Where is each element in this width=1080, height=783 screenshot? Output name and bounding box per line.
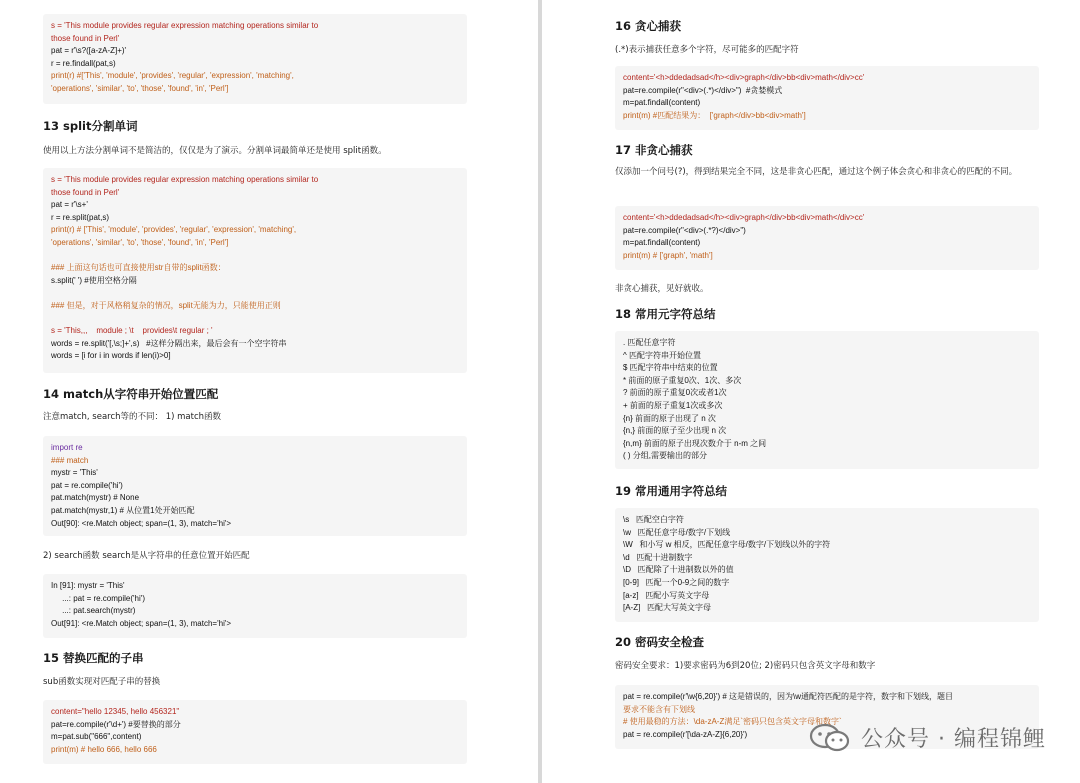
code-line: pat = re.compile('hi'): [51, 480, 123, 490]
wechat-icon: [809, 723, 851, 753]
code-block-split: [43, 168, 467, 373]
heading-19: 19 常用通用字符总结: [615, 484, 728, 498]
code-line: Out[90]: <re.Match object; span=(1, 3), match='hi'>: [51, 518, 232, 528]
code-line: 'operations', 'similar', 'to', 'those', 'found', 'in', 'Perl']: [51, 237, 229, 247]
code-line: those found in Perl': [51, 33, 120, 43]
code-line: ( ) 分组,需要输出的部分: [623, 451, 707, 461]
code-line: In [91]: mystr = 'This': [51, 581, 125, 590]
code-block-metachars: [615, 331, 1039, 469]
heading-17: 17 非贪心捕获: [615, 143, 693, 157]
code-line: pat = re.compile(r'\w{6,20}') # 这是错误的，因为\w通配符匹配的是字符，数字和下划线，题目: [623, 692, 953, 701]
code-block-sub: [43, 700, 467, 764]
code-line: pat = r'\s+': [51, 200, 88, 210]
code-line: \w 匹配任意字母/数字/下划线: [623, 527, 731, 537]
code-line: print(m) #匹配结果为： ['graph</div>bb<div>math']: [623, 110, 806, 120]
code-line: 要求不能含有下划线: [623, 704, 695, 714]
code-line: \W 和小写 w 相反，匹配任意字母/数字/下划线以外的字符: [623, 540, 831, 550]
code-line: $ 匹配字符串中结束的位置: [623, 363, 718, 373]
code-line: . 匹配任意字符: [623, 338, 676, 347]
code-block-search: [43, 574, 467, 638]
watermark-text: 公众号 · 编程锦鲤: [861, 727, 1046, 752]
code-line: s = 'This module provides regular expression matching operations similar to: [51, 175, 319, 184]
code-line: print(m) # ['graph', 'math']: [623, 250, 713, 260]
code-block-findall: [43, 14, 467, 104]
paragraph-16: (.*)表示捕获任意多个字符，尽可能多的匹配字符: [615, 45, 799, 55]
code-line: ? 前面的原子重复0次或者1次: [623, 388, 727, 398]
code-line: content="hello 12345, hello 456321": [51, 707, 180, 716]
paragraph-14: 注意match, search等的不同： 1) match函数: [43, 412, 222, 422]
paragraph-17: 仅添加一个问号(?)，得到结果完全不同，这是非贪心匹配，通过这个例子体会贪心和非贪心的匹配的不同。: [615, 167, 1018, 177]
code-line: \d 匹配十进制数字: [623, 552, 693, 562]
code-block-nongreedy: [615, 206, 1039, 270]
code-line: import re: [51, 443, 83, 452]
watermark: [809, 722, 1046, 753]
code-line: print(r) #['This', 'module', 'provides', 'regular', 'expression', 'matching',: [51, 71, 294, 81]
code-line: pat=re.compile(r"<div>(.*)</div>") #贪婪模式: [623, 85, 783, 95]
code-line: # 使用最稳的方法：\da-zA-Z满足`密码只包含英文字母和数字`: [623, 717, 842, 727]
code-line: r = re.findall(pat,s): [51, 58, 116, 68]
heading-15: 15 替换匹配的子串: [43, 651, 144, 665]
paragraph-15: sub函数实现对匹配子串的替换: [43, 677, 161, 687]
code-line: m=pat.sub("666",content): [51, 732, 142, 742]
code-line: s = 'This,,, module ; \t provides\t regular ; ': [51, 326, 213, 336]
code-block-match: [43, 436, 467, 536]
left-page: [0, 0, 538, 783]
code-line: {n,} 前面的原子至少出现 n 次: [623, 426, 727, 436]
code-line: print(r) # ['This', 'module', 'provides', 'regular', 'expression', 'matching',: [51, 225, 297, 235]
code-line: {n} 前面的原子出现了 n 次: [623, 413, 716, 423]
paragraph-13: 使用以上方法分割单词不是简洁的，仅仅是为了演示。分割单词最简单还是使用 split函数。: [43, 146, 387, 156]
paragraph-17b: 非贪心捕获，见好就收。: [615, 284, 709, 294]
code-line: content='<h>ddedadsad</h><div>graph</div>bb<div>math</div>cc': [623, 213, 865, 222]
code-line: + 前面的原子重复1次或多次: [623, 400, 723, 410]
heading-20: 20 密码安全检查: [615, 635, 705, 649]
code-line: \D 匹配除了十进制数以外的值: [623, 565, 734, 575]
heading-16: 16 贪心捕获: [615, 19, 682, 33]
code-line: [51, 250, 459, 263]
code-line: print(m) # hello 666, hello 666: [51, 744, 157, 754]
code-line: pat=re.compile(r"<div>(.*?)</div>"): [623, 225, 746, 235]
paragraph-14b: 2) search函数 search是从字符串的任意位置开始匹配: [43, 551, 250, 561]
code-line: mystr = 'This': [51, 468, 98, 478]
code-line: pat.match(mystr,1) # 从位置1处开始匹配: [51, 505, 195, 515]
paragraph-20: 密码安全要求：1)要求密码为6到20位; 2)密码只包含英文字母和数字: [615, 661, 876, 671]
heading-14: 14 match从字符串开始位置匹配: [43, 387, 219, 401]
code-line: [0-9] 匹配一个0-9之间的数字: [623, 577, 730, 587]
code-line: * 前面的原子重复0次、1次、多次: [623, 375, 742, 385]
code-line: s.split(' ') #使用空格分隔: [51, 275, 137, 285]
code-line: {n,m} 前面的原子出现次数介于 n-m 之间: [623, 438, 767, 448]
code-line: 'operations', 'similar', 'to', 'those', 'found', 'in', 'Perl']: [51, 83, 229, 93]
code-line: those found in Perl': [51, 187, 120, 197]
heading-13: 13 split分割单词: [43, 119, 138, 133]
code-block-generic-chars: [615, 508, 1039, 622]
code-line: pat = r'\s?([a-zA-Z]+)': [51, 46, 127, 56]
code-line: pat=re.compile(r'\d+') #要替换的部分: [51, 719, 181, 729]
code-line: [51, 313, 459, 326]
code-line: [A-Z] 匹配大写英文字母: [623, 603, 711, 613]
code-line: ^ 匹配字符串开始位置: [623, 350, 701, 360]
code-line: m=pat.findall(content): [623, 98, 701, 108]
code-line: ### match: [51, 455, 89, 465]
code-line: ...: pat = re.compile('hi'): [51, 593, 145, 603]
code-line: \s 匹配空白字符: [623, 515, 684, 524]
code-line: ...: pat.search(mystr): [51, 606, 136, 616]
code-line: ### 上面这句话也可直接使用str自带的split函数：: [51, 263, 226, 273]
code-line: m=pat.findall(content): [623, 238, 701, 248]
code-line: r = re.split(pat,s): [51, 212, 110, 222]
code-line: [51, 287, 459, 300]
code-line: [a-z] 匹配小写英文字母: [623, 590, 710, 600]
code-line: words = [i for i in words if len(i)>0]: [51, 351, 171, 361]
code-line: ### 但是，对于风格稍复杂的情况，split无能为力，只能使用正则: [51, 300, 281, 310]
heading-18: 18 常用元字符总结: [615, 307, 716, 321]
right-page: [542, 0, 1080, 783]
code-line: s = 'This module provides regular expression matching operations similar to: [51, 21, 319, 30]
code-line: pat.match(mystr) # None: [51, 493, 140, 503]
code-block-greedy: [615, 66, 1039, 130]
code-line: pat = re.compile(r'[\da-zA-Z]{6,20}'): [623, 729, 748, 739]
code-line: words = re.split('[,\s;]+',s) #这样分隔出来，最后会有一个空字符串: [51, 338, 287, 348]
code-line: content='<h>ddedadsad</h><div>graph</div>bb<div>math</div>cc': [623, 73, 865, 82]
code-line: Out[91]: <re.Match object; span=(1, 3), match='hi'>: [51, 618, 232, 628]
